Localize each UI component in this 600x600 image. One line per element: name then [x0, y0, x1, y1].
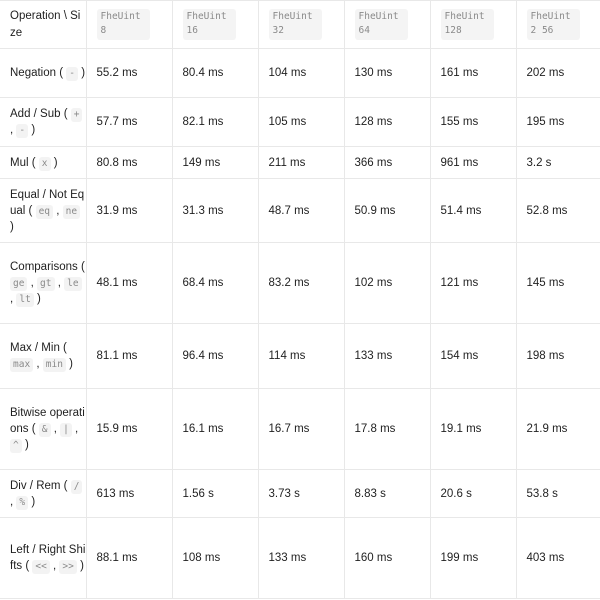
timing-cell: 145 ms	[516, 243, 600, 324]
operation-label: Equal / Not Equal (	[10, 188, 85, 217]
operation-label: Div / Rem (	[10, 479, 68, 492]
operator-code: /	[71, 480, 83, 494]
timing-cell: 104 ms	[258, 49, 344, 98]
table-row	[0, 470, 600, 518]
table-body	[0, 49, 600, 599]
operator-code: %	[16, 496, 28, 510]
timing-cell: 105 ms	[258, 98, 344, 147]
operation-cell	[0, 147, 86, 179]
operation-cell: Add / Sub ( + , - )	[0, 98, 86, 147]
operation-cell: Left / Right Shifts ( << , >> )	[0, 518, 86, 599]
operation-tail: )	[53, 156, 58, 169]
timing-cell: 50.9 ms	[344, 179, 430, 243]
operator-code: ge	[10, 277, 27, 291]
operation-cell: Bitwise operations ( & , | , ^ )	[0, 389, 86, 470]
operator-code: &	[39, 423, 51, 437]
header-col-32: FheUint 32	[258, 1, 344, 49]
header-col-64: FheUint 64	[344, 1, 430, 49]
timing-cell: 198 ms	[516, 324, 600, 389]
timing-cell: 48.7 ms	[258, 179, 344, 243]
operation-label: Comparisons (	[10, 261, 85, 273]
operator-code: +	[71, 108, 83, 122]
operator-code: le	[64, 277, 81, 291]
header-col-8: FheUint 8	[86, 1, 172, 49]
table-row	[0, 147, 600, 179]
operator-code: -	[16, 124, 28, 138]
operator-code: >>	[59, 560, 76, 574]
operation-cell	[0, 49, 86, 98]
operation-label: Left / Right Shifts (	[10, 544, 86, 572]
timing-cell: 961 ms	[430, 147, 516, 179]
timing-cell: 68.4 ms	[172, 243, 258, 324]
operation-tail: )	[24, 439, 29, 451]
timing-cell: 149 ms	[172, 147, 258, 179]
timing-cell: 82.1 ms	[172, 98, 258, 147]
operation-cell: Equal / Not Equal ( eq , ne )	[0, 179, 86, 243]
timing-cell: 80.4 ms	[172, 49, 258, 98]
timing-cell: 108 ms	[172, 518, 258, 599]
timing-cell: 121 ms	[430, 243, 516, 324]
operation-cell: Max / Min ( max , min )	[0, 324, 86, 389]
timing-cell: 202 ms	[516, 49, 600, 98]
timing-cell: 366 ms	[344, 147, 430, 179]
header-row	[0, 1, 600, 49]
timing-cell: 55.2 ms	[86, 49, 172, 98]
table-row	[0, 518, 600, 599]
timing-cell: 31.3 ms	[172, 179, 258, 243]
timing-cell: 160 ms	[344, 518, 430, 599]
operator-code: -	[66, 67, 78, 81]
timing-cell: 3.2 s	[516, 147, 600, 179]
timing-cell: 48.1 ms	[86, 243, 172, 324]
timing-cell: 8.83 s	[344, 470, 430, 518]
timing-cell: 3.73 s	[258, 470, 344, 518]
timing-cell: 154 ms	[430, 324, 516, 389]
timing-cell: 199 ms	[430, 518, 516, 599]
header-col-128: FheUint 128	[430, 1, 516, 49]
operator-code: gt	[37, 277, 54, 291]
operation-label: Negation (	[10, 67, 64, 79]
table-row	[0, 98, 600, 147]
timing-cell: 16.1 ms	[172, 389, 258, 470]
timing-cell: 17.8 ms	[344, 389, 430, 470]
timing-cell: 31.9 ms	[86, 179, 172, 243]
header-operation-size: Operation \ Size	[0, 1, 86, 49]
operator-code: lt	[16, 293, 33, 307]
timing-cell: 53.8 s	[516, 470, 600, 518]
timing-cell: 15.9 ms	[86, 389, 172, 470]
table-row	[0, 324, 600, 389]
timing-cell: 403 ms	[516, 518, 600, 599]
operation-tail: )	[69, 358, 73, 370]
timing-cell: 128 ms	[344, 98, 430, 147]
timing-cell: 81.1 ms	[86, 324, 172, 389]
timing-cell: 613 ms	[86, 470, 172, 518]
table-row	[0, 243, 600, 324]
operator-code: ne	[63, 205, 80, 219]
timing-cell: 21.9 ms	[516, 389, 600, 470]
timing-cell: 211 ms	[258, 147, 344, 179]
header-col-256: FheUint2 56	[516, 1, 600, 49]
timing-cell: 51.4 ms	[430, 179, 516, 243]
operation-tail: )	[81, 67, 86, 79]
operation-cell: Div / Rem ( / , % )	[0, 470, 86, 518]
timing-cell: 20.6 s	[430, 470, 516, 518]
timing-cell: 88.1 ms	[86, 518, 172, 599]
timing-cell: 195 ms	[516, 98, 600, 147]
operation-label: Max / Min (	[10, 342, 67, 354]
timing-cell: 133 ms	[258, 518, 344, 599]
table-row	[0, 179, 600, 243]
operator-code: max	[10, 358, 33, 372]
operation-tail: )	[10, 220, 14, 233]
timing-cell: 133 ms	[344, 324, 430, 389]
timing-cell: 96.4 ms	[172, 324, 258, 389]
operator-code: <<	[32, 560, 49, 574]
operation-label: Add / Sub (	[10, 108, 68, 120]
header-col-16: FheUint 16	[172, 1, 258, 49]
operation-tail: )	[80, 560, 84, 572]
timing-cell: 80.8 ms	[86, 147, 172, 179]
timing-cell: 161 ms	[430, 49, 516, 98]
operator-code: |	[60, 423, 72, 437]
operation-tail: )	[31, 495, 36, 508]
timing-cell: 52.8 ms	[516, 179, 600, 243]
timing-cell: 114 ms	[258, 324, 344, 389]
table-row	[0, 49, 600, 98]
timing-cell: 1.56 s	[172, 470, 258, 518]
operation-label: Mul (	[10, 156, 36, 169]
timing-cell: 102 ms	[344, 243, 430, 324]
operation-label: Bitwise operations (	[10, 407, 85, 435]
timing-cell: 57.7 ms	[86, 98, 172, 147]
timing-cell: 130 ms	[344, 49, 430, 98]
timing-cell: 155 ms	[430, 98, 516, 147]
timing-cell: 19.1 ms	[430, 389, 516, 470]
operator-code: eq	[36, 205, 53, 219]
operation-cell: Comparisons ( ge , gt , le , lt )	[0, 243, 86, 324]
operation-tail: )	[37, 293, 41, 305]
timing-cell: 83.2 ms	[258, 243, 344, 324]
operator-code: ^	[10, 439, 22, 453]
operation-tail: )	[31, 124, 36, 136]
operator-code: min	[43, 358, 66, 372]
table-row	[0, 389, 600, 470]
operator-code: x	[39, 157, 51, 171]
timing-cell: 16.7 ms	[258, 389, 344, 470]
